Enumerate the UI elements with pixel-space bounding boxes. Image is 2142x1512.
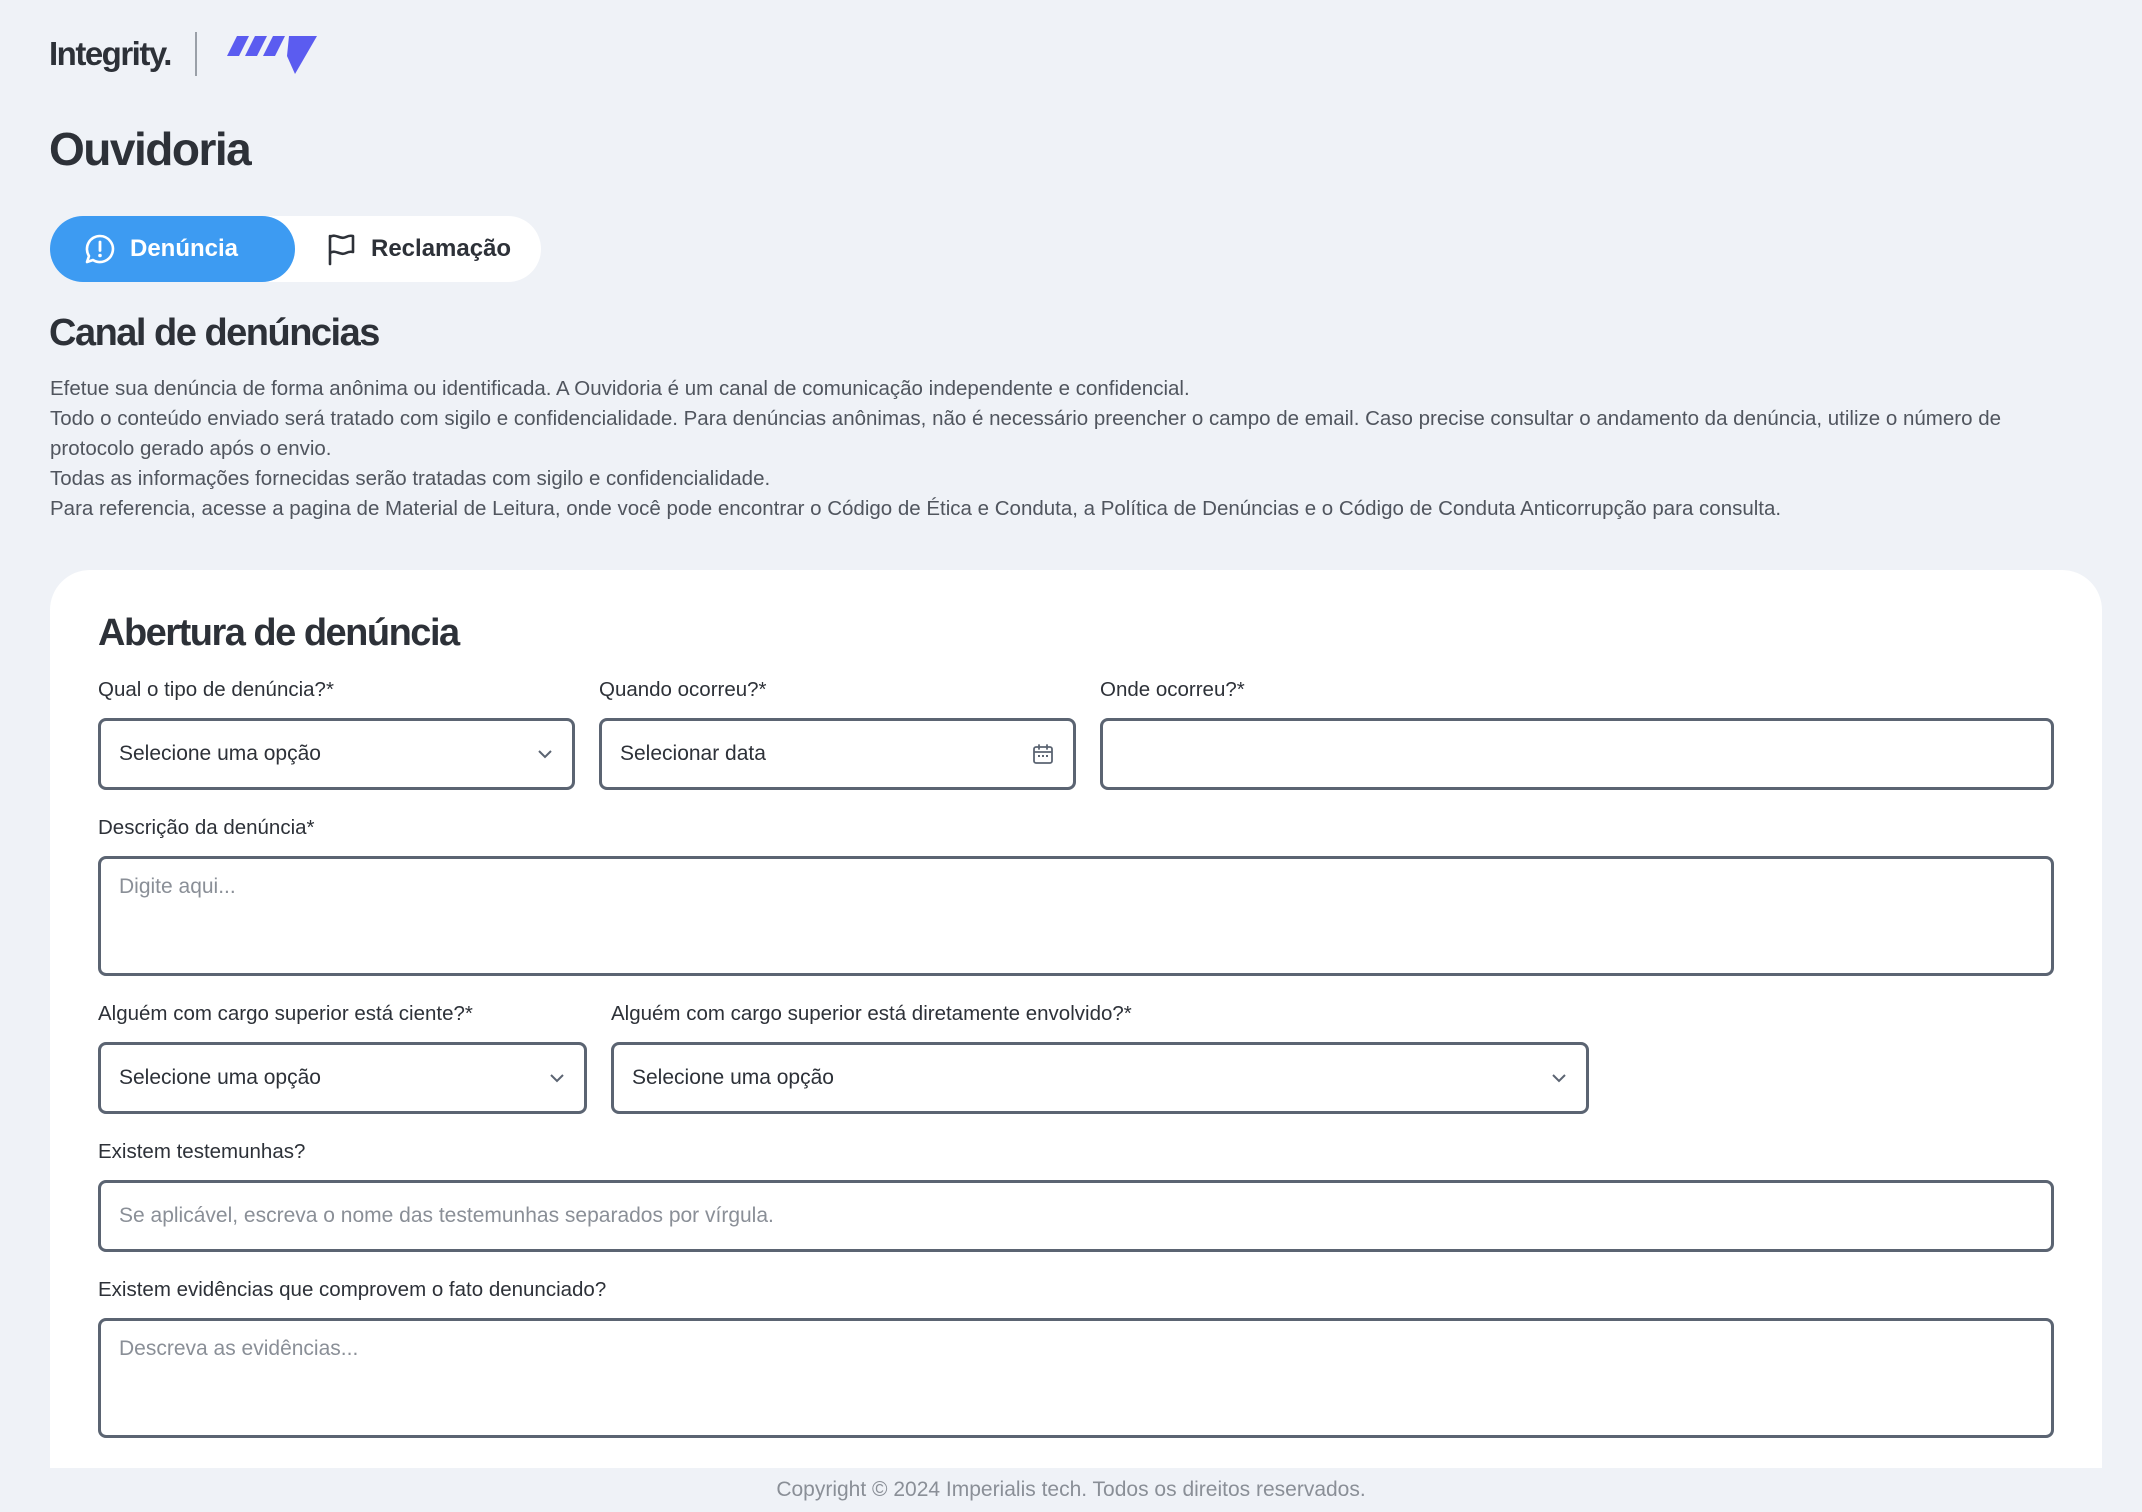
onde-input[interactable]	[1100, 718, 2054, 790]
description-line: Todo o conteúdo enviado será tratado com sigilo e confidencialidade. Para denúncias anônimas, não é necessário preencher o campo de email. Caso precise consultar o andamento da denúncia, utilize o número de protocolo gerado após o envio.	[50, 407, 2001, 460]
channel-description	[50, 374, 2090, 524]
textarea-placeholder: Descreva as evidências...	[119, 1337, 359, 1360]
copyright-footer: Copyright © 2024 Imperialis tech. Todos os direitos reservados.	[776, 1478, 1366, 1501]
calendar-icon	[1031, 742, 1055, 766]
field-label: Quando ocorreu?*	[599, 678, 767, 701]
report-form-card	[50, 570, 2102, 1468]
form-title: Abertura de denúncia	[98, 612, 459, 654]
brand-header	[49, 30, 317, 78]
select-value: Selecione uma opção	[119, 1066, 321, 1089]
field-tipo	[98, 676, 575, 790]
field-label: Alguém com cargo superior está diretamente envolvido?*	[611, 1002, 1132, 1025]
tab-reclamacao-label: Reclamação	[371, 235, 512, 262]
envolvido-select[interactable]	[611, 1042, 1589, 1114]
field-ciente	[98, 1000, 587, 1114]
tab-reclamacao[interactable]	[295, 216, 511, 282]
flag-icon	[325, 232, 357, 266]
field-testemunhas	[98, 1138, 2054, 1252]
field-quando	[599, 676, 1076, 790]
field-onde	[1100, 676, 2054, 790]
select-value: Selecione uma opção	[119, 742, 321, 765]
field-label: Qual o tipo de denúncia?*	[98, 678, 334, 701]
page-title: Ouvidoria	[49, 123, 251, 175]
field-label: Onde ocorreu?*	[1100, 678, 1245, 701]
alert-bubble-icon	[84, 233, 116, 265]
chevron-down-icon	[548, 1069, 566, 1087]
description-line: Efetue sua denúncia de forma anônima ou identificada. A Ouvidoria é um canal de comunicação independente e confidencial.	[50, 377, 1190, 400]
chevron-down-icon	[536, 745, 554, 763]
chevron-down-icon	[1550, 1069, 1568, 1087]
field-label: Descrição da denúncia*	[98, 816, 315, 839]
brand-divider	[195, 32, 197, 76]
select-value: Selecione uma opção	[632, 1066, 834, 1089]
testemunhas-input[interactable]	[98, 1180, 2054, 1252]
input-placeholder: Se aplicável, escreva o nome das testemunhas separados por vírgula.	[119, 1204, 774, 1227]
ciente-select[interactable]	[98, 1042, 587, 1114]
tab-switcher	[50, 216, 541, 282]
date-picker[interactable]	[599, 718, 1076, 790]
field-descricao	[98, 814, 2054, 976]
date-value: Selecionar data	[620, 742, 766, 765]
textarea-placeholder: Digite aqui...	[119, 875, 236, 898]
brand-logo-text: Integrity.	[49, 35, 171, 72]
tab-denuncia-label: Denúncia	[130, 235, 239, 262]
tab-denuncia[interactable]	[50, 216, 295, 282]
field-label: Existem evidências que comprovem o fato denunciado?	[98, 1278, 607, 1301]
description-line: Todas as informações fornecidas serão tratadas com sigilo e confidencialidade.	[50, 467, 771, 490]
description-line: Para referencia, acesse a pagina de Material de Leitura, onde você pode encontrar o Código de Ética e Conduta, a Política de Denúncias e o Código de Conduta Anticorrupção para consulta.	[50, 497, 1782, 520]
field-label: Existem testemunhas?	[98, 1140, 306, 1163]
tipo-select[interactable]	[98, 718, 575, 790]
field-label: Alguém com cargo superior está ciente?*	[98, 1002, 473, 1025]
brand-logo-icon	[227, 32, 317, 76]
field-evidencias	[98, 1276, 2054, 1438]
field-envolvido	[611, 1000, 1589, 1114]
section-title: Canal de denúncias	[49, 312, 379, 354]
descricao-textarea[interactable]	[98, 856, 2054, 976]
evidencias-textarea[interactable]	[98, 1318, 2054, 1438]
